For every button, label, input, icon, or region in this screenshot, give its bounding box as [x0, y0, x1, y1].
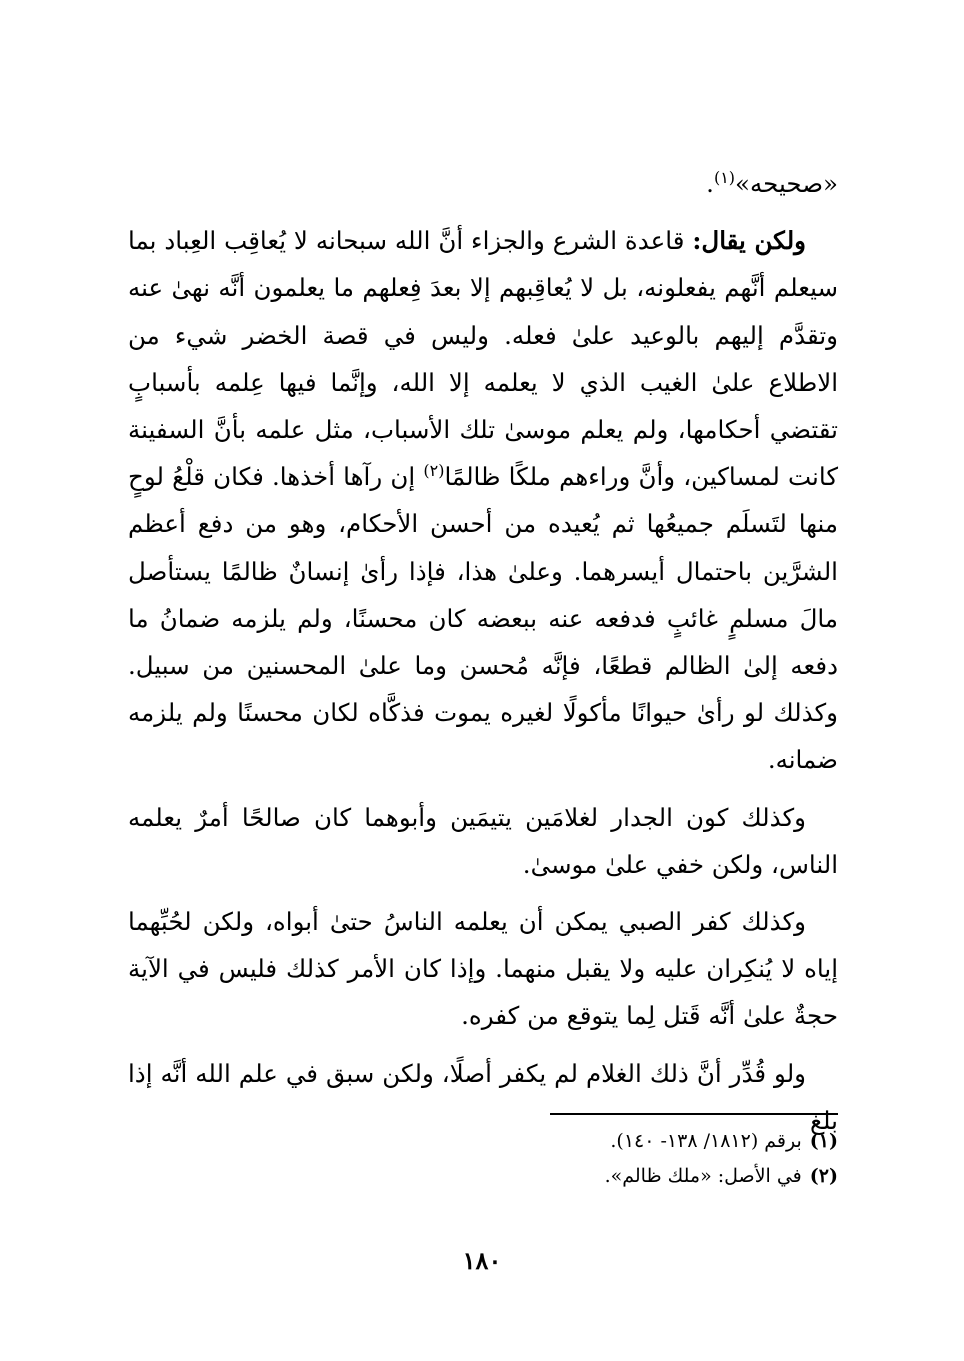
footnote-number: (١): [809, 1130, 838, 1152]
book-title-quote: «صحيحه»: [735, 169, 838, 198]
footnote-divider: [550, 1113, 838, 1115]
footnotes: [300, 1124, 838, 1194]
footnote-ref-2: (٢): [423, 461, 445, 481]
paragraph-objection: [128, 217, 838, 783]
main-text: [128, 160, 838, 1144]
period: .: [706, 169, 714, 198]
paragraph-continuation: [128, 160, 838, 207]
footnote-text: برقم (١٨١٢/ ١٣٨- ١٤٠).: [610, 1130, 802, 1152]
paragraph-text-part-a: قاعدة الشرع والجزاء أنَّ الله سبحانه لا يُعاقِب العِباد بما سيعلم أنَّهم يفعلونه، بل لا يُعاقِبهم إلا بعدَ فِعلهم ما يعلمون أنَّه نهىٰ عنه وتقدَّم إليهم بالوعيد علىٰ فعله. وليس في قصة الخضر شيء من الاطلاع علىٰ الغيب الذي لا يعلمه إلا الله، وإنَّما فيها عِلمه بأسبابٍ تقتضي أحكامها، ولم يعلم موسىٰ تلك الأسباب، مثل علمه بأنَّ السفينة كانت لمساكين، وأنَّ وراءهم ملكًا ظالمًا: [128, 226, 838, 492]
page-number: ١٨٠: [462, 1246, 502, 1275]
paragraph-lead: ولكن يقال:: [692, 226, 807, 256]
footnote-number: (٢): [809, 1165, 838, 1187]
paragraph-boy-disbelief: وكذلك كفر الصبي يمكن أن يعلمه الناسُ حتىٰ أبواه، ولكن لحُبِّهما إياه لا يُنكِران عليه ولا يقبل منهما. وإذا كان الأمر كذلك فليس في الآية حجةٌ علىٰ أنَّه قَتل لِما يتوقع من كفره.: [128, 907, 838, 1031]
footnote-text: في الأصل: «ملك ظالم».: [604, 1165, 802, 1187]
paragraph-text-part-b: إن رآها أخذها. فكان قلْعُ لوحٍ منها لتَسلَم جميعُها ثم يُعيده من أحسن الأحكام، وهو من دفع أعظم الشرَّين باحتمال أيسرهما. وعلىٰ هذا، فإذا رأىٰ إنسانٌ ظالمًا يستأصل مالَ مسلمٍ غائبٍ فدفعه عنه ببعضه كان محسنًا، ولم يلزمه ضمانُ ما دفعه إلىٰ الظالم قطعًا، فإنَّه مُحسن وما علىٰ المحسنين من سبيل. وكذلك لو رأىٰ حيوانًا مأكولًا لغيره يموت فذكَّاه لكان محسنًا ولم يلزمه ضمانه.: [128, 462, 838, 775]
paragraph-supposition: ولو قُدِّر أنَّ ذلك الغلام لم يكفر أصلًا، ولكن سبق في علم الله أنَّه إذا بلغ: [128, 1058, 838, 1135]
paragraph-wall: وكذلك كون الجدار لغلامَين يتيمَين وأبوهما كان صالحًا أمرٌ يعلمه الناس، ولكن خفي علىٰ موسىٰ.: [128, 802, 838, 879]
footnote-ref-1: (١): [713, 167, 736, 187]
footnote-1: [300, 1124, 838, 1159]
footnote-2: [300, 1159, 838, 1194]
